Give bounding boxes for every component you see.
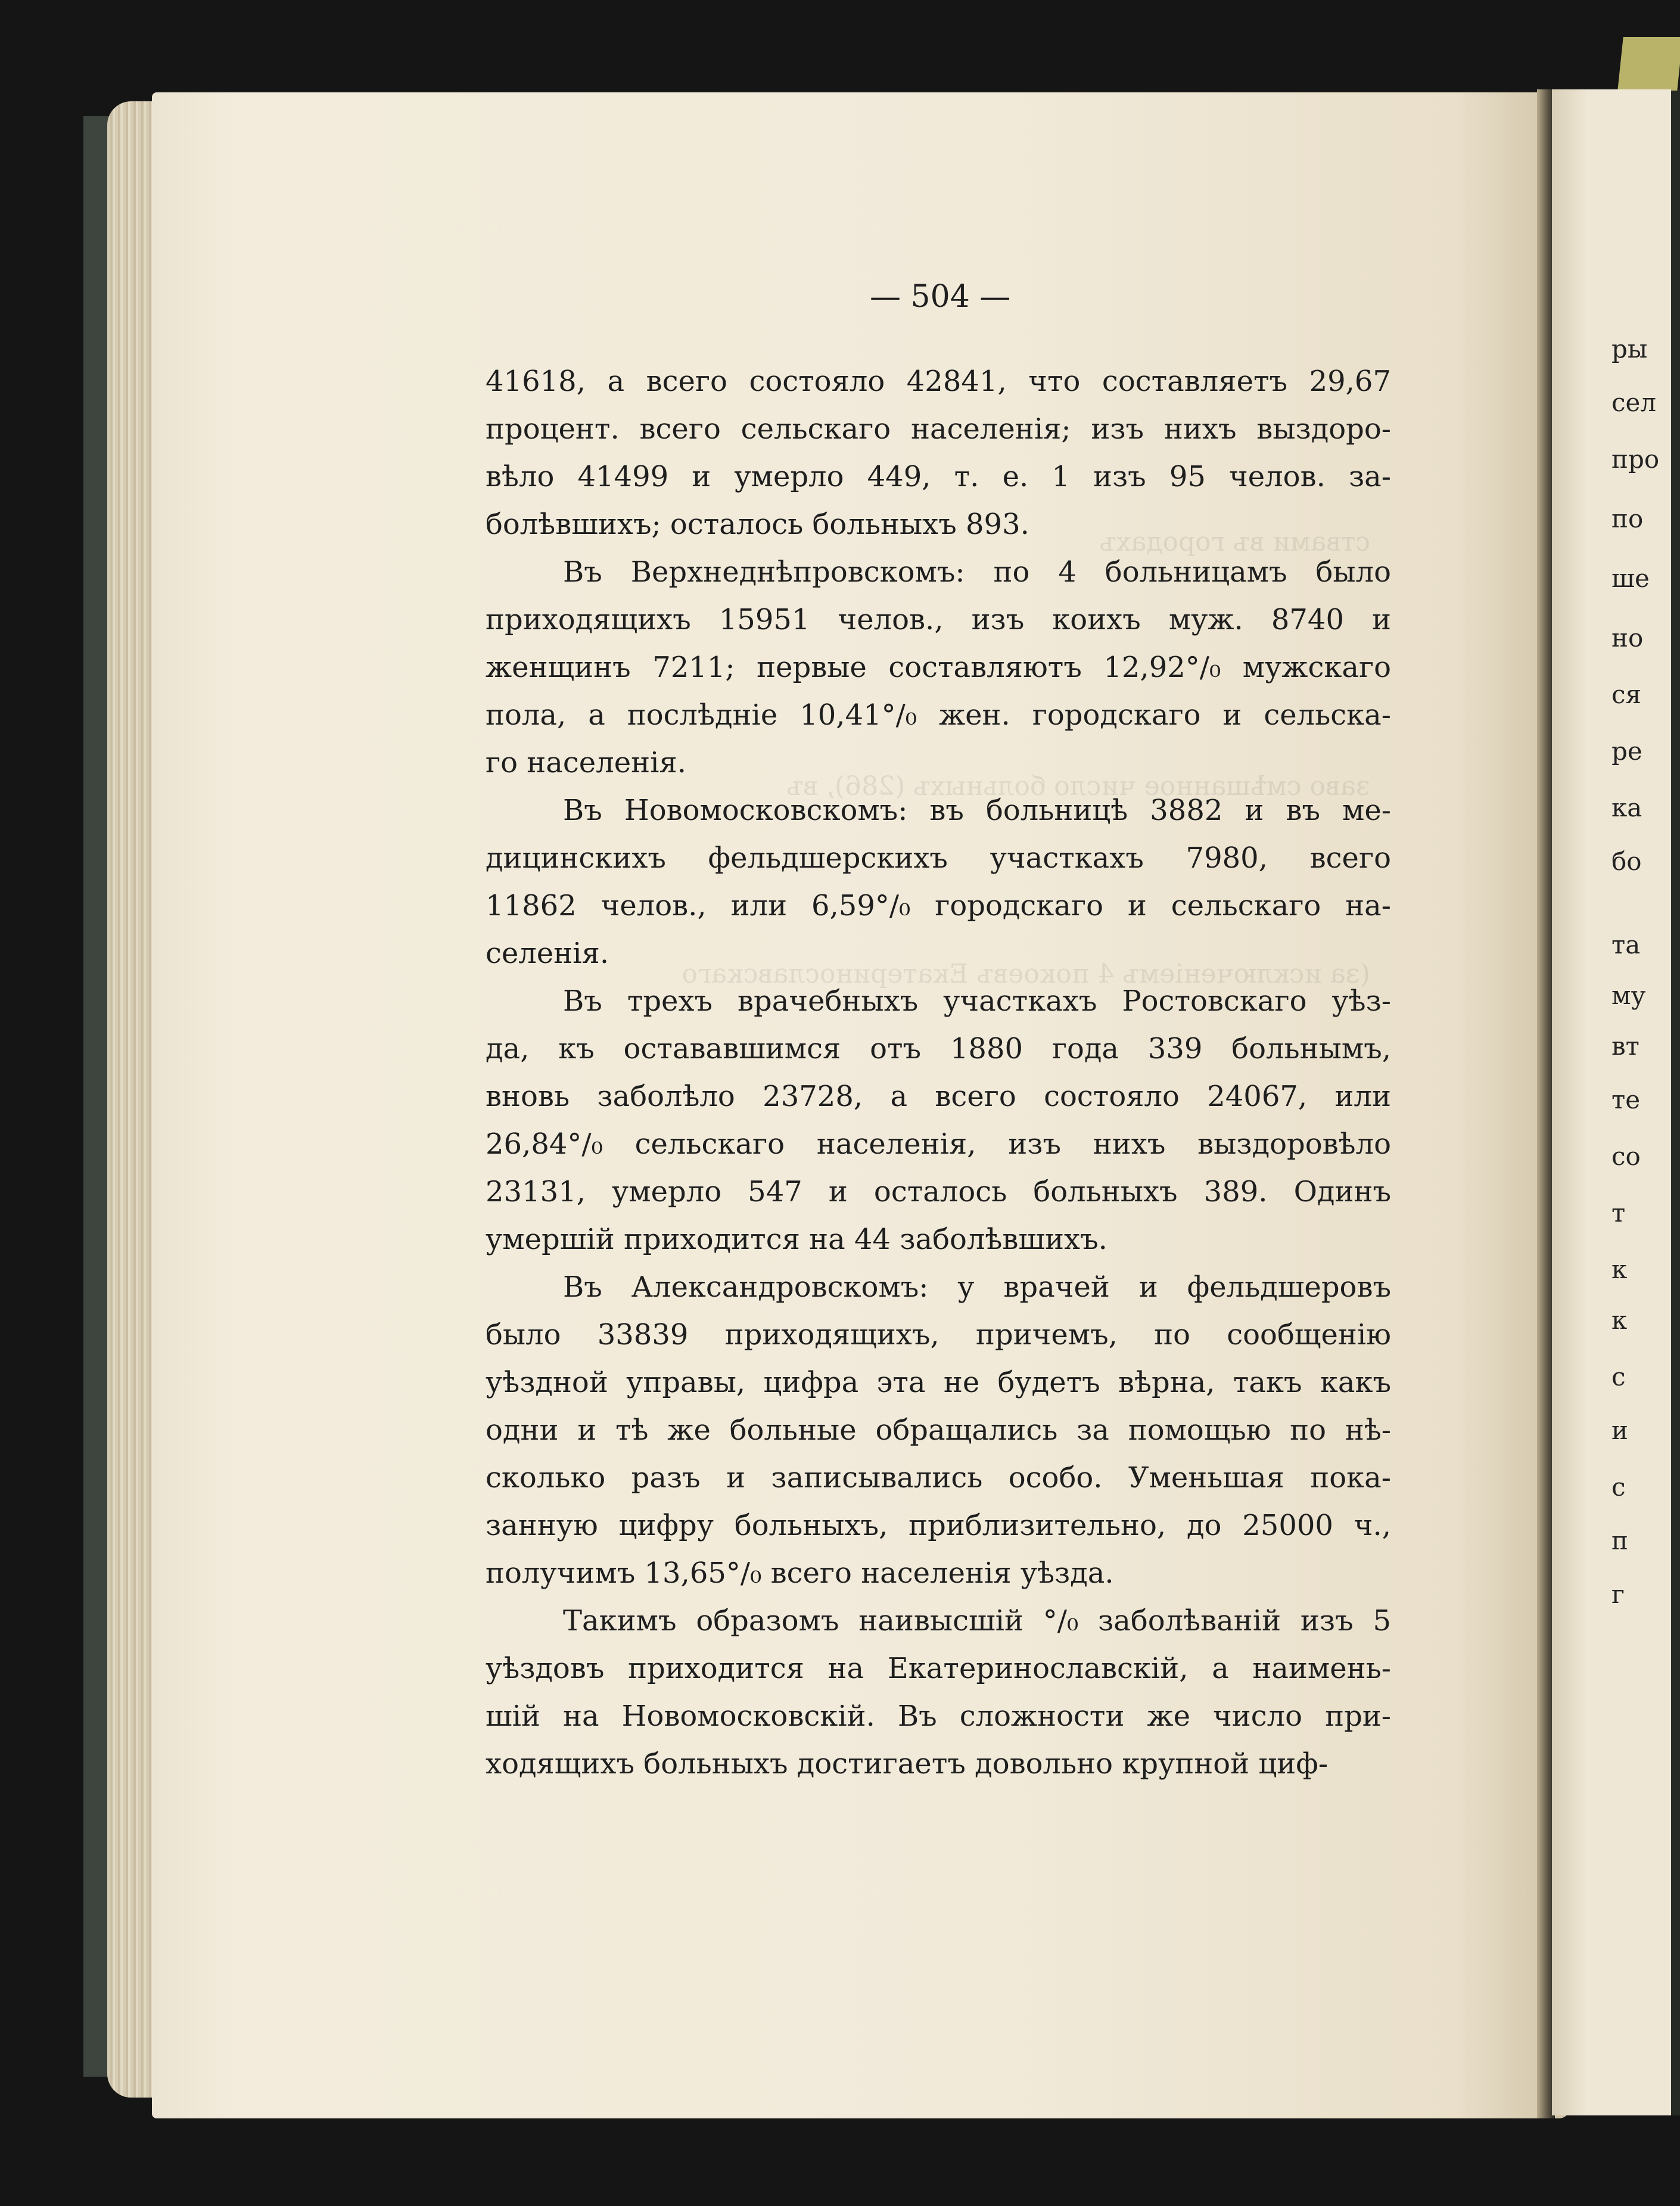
facing-page-fragment: к [1611, 1306, 1628, 1335]
text-line: 11862 челов., или 6,59°/₀ городскаго и сельскаго на- [486, 889, 1391, 922]
bleed-through-text: заво смѣшанное число больныхъ (286), въ [786, 771, 1370, 801]
paragraph [486, 977, 1391, 1263]
facing-page-fragment: с [1611, 1362, 1626, 1391]
text-line: уѣздной управы, цифра эта не будетъ вѣрна, такъ какъ [486, 1366, 1391, 1399]
text-line: уѣздовъ приходится на Екатеринославскій, а наимень- [486, 1652, 1391, 1685]
text-line: занную цифру больныхъ, приблизительно, до 25000 ч., [486, 1509, 1391, 1542]
facing-page-fragment: к [1611, 1255, 1628, 1284]
facing-page-fragment: п [1611, 1526, 1628, 1555]
text-line: вновь заболѣло 23728, а всего состояло 24067, или [486, 1080, 1391, 1113]
bleed-through-text: (за исключеніемъ 4 покоевъ Екатеринославскаго [682, 959, 1370, 989]
text-line: шій на Новомосковскій. Въ сложности же число при- [486, 1699, 1391, 1733]
facing-page-fragment: бо [1611, 847, 1642, 876]
facing-page-fragment: со [1611, 1142, 1641, 1171]
text-line: да, къ остававшимся отъ 1880 года 339 больнымъ, [486, 1032, 1391, 1065]
text-line: Въ Верхнеднѣпровскомъ: по 4 больницамъ было [563, 555, 1391, 589]
facing-page-fragment: вт [1611, 1031, 1639, 1061]
facing-page-fragment: г [1611, 1580, 1625, 1609]
text-line: одни и тѣ же больные обращались за помощью по нѣ- [486, 1413, 1391, 1447]
text-line: умершій приходится на 44 заболѣвшихъ. [486, 1223, 1107, 1256]
paragraph [486, 548, 1391, 787]
text-line: Въ Александровскомъ: у врачей и фельдшеровъ [563, 1270, 1391, 1304]
text-line: 23131, умерло 547 и осталось больныхъ 389. Одинъ [486, 1175, 1391, 1208]
facing-page-fragment: та [1611, 930, 1641, 959]
text-line: го населенія. [486, 746, 686, 779]
facing-page-fragment: ся [1611, 680, 1642, 709]
paragraph [486, 1263, 1391, 1597]
paragraph [486, 358, 1391, 548]
text-line: 41618, а всего состояло 42841, что составляетъ 29,67 [486, 365, 1391, 398]
text-line: сколько разъ и записывались особо. Уменьшая пока- [486, 1461, 1391, 1495]
bleed-through-text: ствами въ городахъ [1099, 527, 1370, 557]
text-line: Такимъ образомъ наивысшій °/₀ заболѣваній изъ 5 [563, 1604, 1391, 1638]
text-line: 26,84°/₀ сельскаго населенія, изъ нихъ выздоровѣло [486, 1127, 1391, 1161]
facing-page-fragment: с [1611, 1472, 1626, 1502]
page-number: — 504 — [870, 279, 1011, 315]
text-line: болѣвшихъ; осталось больныхъ 893. [486, 508, 1029, 541]
facing-page-fragment: ше [1611, 564, 1650, 593]
text-line: вѣло 41499 и умерло 449, т. е. 1 изъ 95 челов. за- [486, 460, 1391, 493]
facing-page-fragment: и [1611, 1416, 1628, 1445]
facing-page-fragment: но [1611, 623, 1644, 653]
facing-page-fragment: му [1611, 981, 1646, 1010]
text-line: женщинъ 7211; первые составляютъ 12,92°/₀ мужскаго [486, 651, 1391, 684]
bookmark-tab [1617, 37, 1680, 91]
text-line: было 33839 приходящихъ, причемъ, по сообщенію [486, 1318, 1391, 1351]
text-line: дицинскихъ фельдшерскихъ участкахъ 7980, всего [486, 841, 1391, 875]
text-line: приходящихъ 15951 челов., изъ коихъ муж. 8740 и [486, 603, 1391, 636]
facing-page-fragment: т [1611, 1198, 1626, 1228]
text-line: пола, а послѣдніе 10,41°/₀ жен. городскаго и сельска- [486, 698, 1391, 732]
paragraph [486, 1597, 1391, 1788]
facing-page-fragment: те [1611, 1085, 1641, 1114]
facing-page-fragment: ка [1611, 793, 1642, 822]
text-line: процент. всего сельскаго населенія; изъ нихъ выздоро- [486, 412, 1391, 446]
paragraph [486, 787, 1391, 977]
body-text [486, 358, 1391, 1788]
facing-page-fragment: сел [1611, 388, 1657, 417]
text-line: селенія. [486, 937, 609, 970]
text-line: получимъ 13,65°/₀ всего населенія уѣзда. [486, 1556, 1114, 1590]
facing-page [1552, 89, 1671, 2115]
text-line: Въ Новомосковскомъ: въ больницѣ 3882 и въ ме- [563, 794, 1391, 827]
facing-page-fragment: ре [1611, 737, 1642, 766]
facing-page-fragment: ры [1611, 334, 1648, 363]
text-line: Въ трехъ врачебныхъ участкахъ Ростовскаго уѣз- [563, 984, 1391, 1018]
facing-page-fragment: по [1611, 504, 1644, 533]
text-line: ходящихъ больныхъ достигаетъ довольно крупной циф- [486, 1747, 1329, 1781]
facing-page-fragment: про [1611, 445, 1660, 474]
